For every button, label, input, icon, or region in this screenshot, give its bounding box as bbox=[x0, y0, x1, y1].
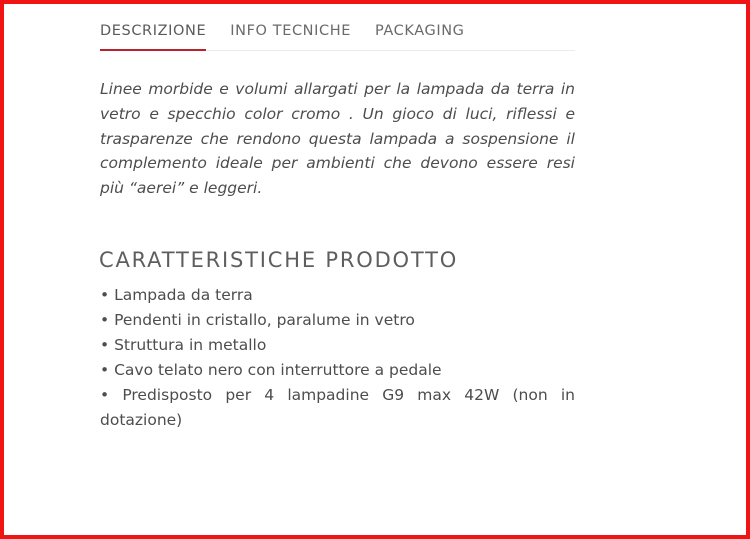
features-list bbox=[100, 283, 575, 433]
tab-packaging[interactable]: PACKAGING bbox=[375, 23, 465, 39]
tab-descrizione[interactable]: DESCRIZIONE bbox=[100, 12, 206, 51]
tab-info-tecniche[interactable]: INFO TECNICHE bbox=[230, 23, 351, 39]
feature-item: • Struttura in metallo bbox=[100, 336, 267, 354]
features-title: CARATTERISTICHE PRODOTTO bbox=[99, 248, 459, 272]
feature-item: • Pendenti in cristallo, paralume in vetro bbox=[100, 311, 415, 329]
feature-item: • Cavo telato nero con interruttore a pedale bbox=[100, 361, 442, 379]
product-description: Linee morbide e volumi allargati per la lampada da terra in vetro e specchio color cromo . Un gioco di luci, riflessi e trasparenze che rendono questa lampada a sospensione il complemento ideale per ambienti che devono essere resi più “aerei” e leggeri. bbox=[100, 80, 575, 198]
product-tabs bbox=[100, 12, 575, 51]
feature-item: • Lampada da terra bbox=[100, 286, 253, 304]
feature-item: • Predisposto per 4 lampadine G9 max 42W (non in dotazione) bbox=[100, 386, 575, 429]
